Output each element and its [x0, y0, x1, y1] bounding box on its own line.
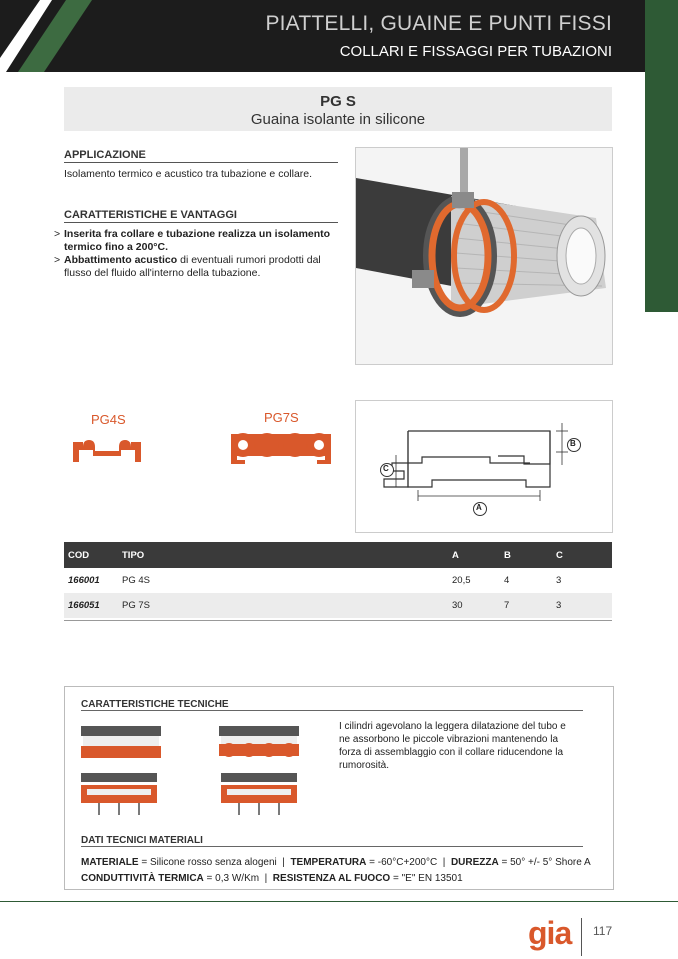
product-name: Guaina isolante in silicone — [250, 111, 426, 128]
product-photo — [355, 147, 613, 365]
tecniche-heading: CARATTERISTICHE TECNICHE — [81, 699, 583, 711]
product-title-box — [64, 87, 612, 131]
tecniche-description: I cilindri agevolano la leggera dilatazione del tubo e ne assorbono le piccole vibrazioni mantenendo la forza di assemblaggio con il collare riducendone la rumorosità. — [339, 721, 566, 771]
caratteristiche-heading: CARATTERISTICHE E VANTAGGI — [64, 209, 338, 223]
table-row: 166001 PG 4S 20,5 4 3 — [68, 575, 562, 586]
dimension-drawing — [355, 400, 613, 533]
dim-label-c: C — [383, 464, 389, 473]
page-number: 117 — [593, 924, 613, 938]
header-subtitle: COLLARI E FISSAGGI PER TUBAZIONI — [339, 43, 612, 60]
pg7s-profile-icon — [229, 428, 333, 466]
col-tipo: TIPO — [118, 542, 448, 568]
dimension-diagram — [356, 401, 612, 532]
table-header-row — [64, 542, 612, 568]
materiali-heading: DATI TECNICI MATERIALI — [81, 835, 583, 847]
list-item: > Abbattimento acustico di eventuali rumori prodotti dal flusso del fluido all'interno della tubazione. — [54, 254, 321, 279]
pg4s-profile-icon — [70, 432, 144, 466]
green-side-tab — [645, 0, 678, 312]
dim-label-a: A — [476, 503, 482, 512]
col-a: A — [448, 542, 500, 568]
caratteristiche-list — [54, 228, 344, 280]
col-cod: COD — [64, 542, 118, 568]
applicazione-text: Isolamento termico e acustico tra tubazione e collare. — [64, 168, 313, 180]
profile-label-pg4s: PG4S — [91, 412, 126, 427]
applicazione-heading: APPLICAZIONE — [64, 149, 338, 163]
gia-logo: gia — [528, 915, 572, 951]
product-code: PG S — [320, 93, 356, 110]
materiali-line-2: CONDUTTIVITÀ TERMICA = 0,3 W/Km | RESISTENZA AL FUOCO = "E" EN 13501 — [81, 873, 463, 884]
materiali-line-1: MATERIALE = Silicone rosso senza alogeni | TEMPERATURA = -60°C+200°C | DUREZZA = 50° +/- 5° Shore A — [81, 857, 591, 868]
table-row: 166051 PG 7S 30 7 3 — [64, 593, 612, 618]
pipe-clamp-illustration — [356, 148, 612, 364]
footer-divider — [581, 918, 582, 956]
col-b: B — [500, 542, 552, 568]
spec-table — [64, 542, 612, 618]
profile-label-pg7s: PG7S — [264, 410, 299, 425]
header-title: PIATTELLI, GUAINE E PUNTI FISSI — [265, 12, 612, 35]
tech-features-box — [64, 686, 614, 890]
table-bottom-rule — [64, 620, 612, 621]
footer-rule — [0, 901, 678, 902]
page-header — [0, 0, 678, 72]
header-stripes — [0, 0, 110, 72]
vibration-diagram — [79, 723, 319, 819]
list-item: > Inserita fra collare e tubazione realizza un isolamento termico fino a 200°C. — [54, 228, 331, 253]
col-c: C — [552, 542, 612, 568]
dim-label-b: B — [570, 439, 576, 448]
